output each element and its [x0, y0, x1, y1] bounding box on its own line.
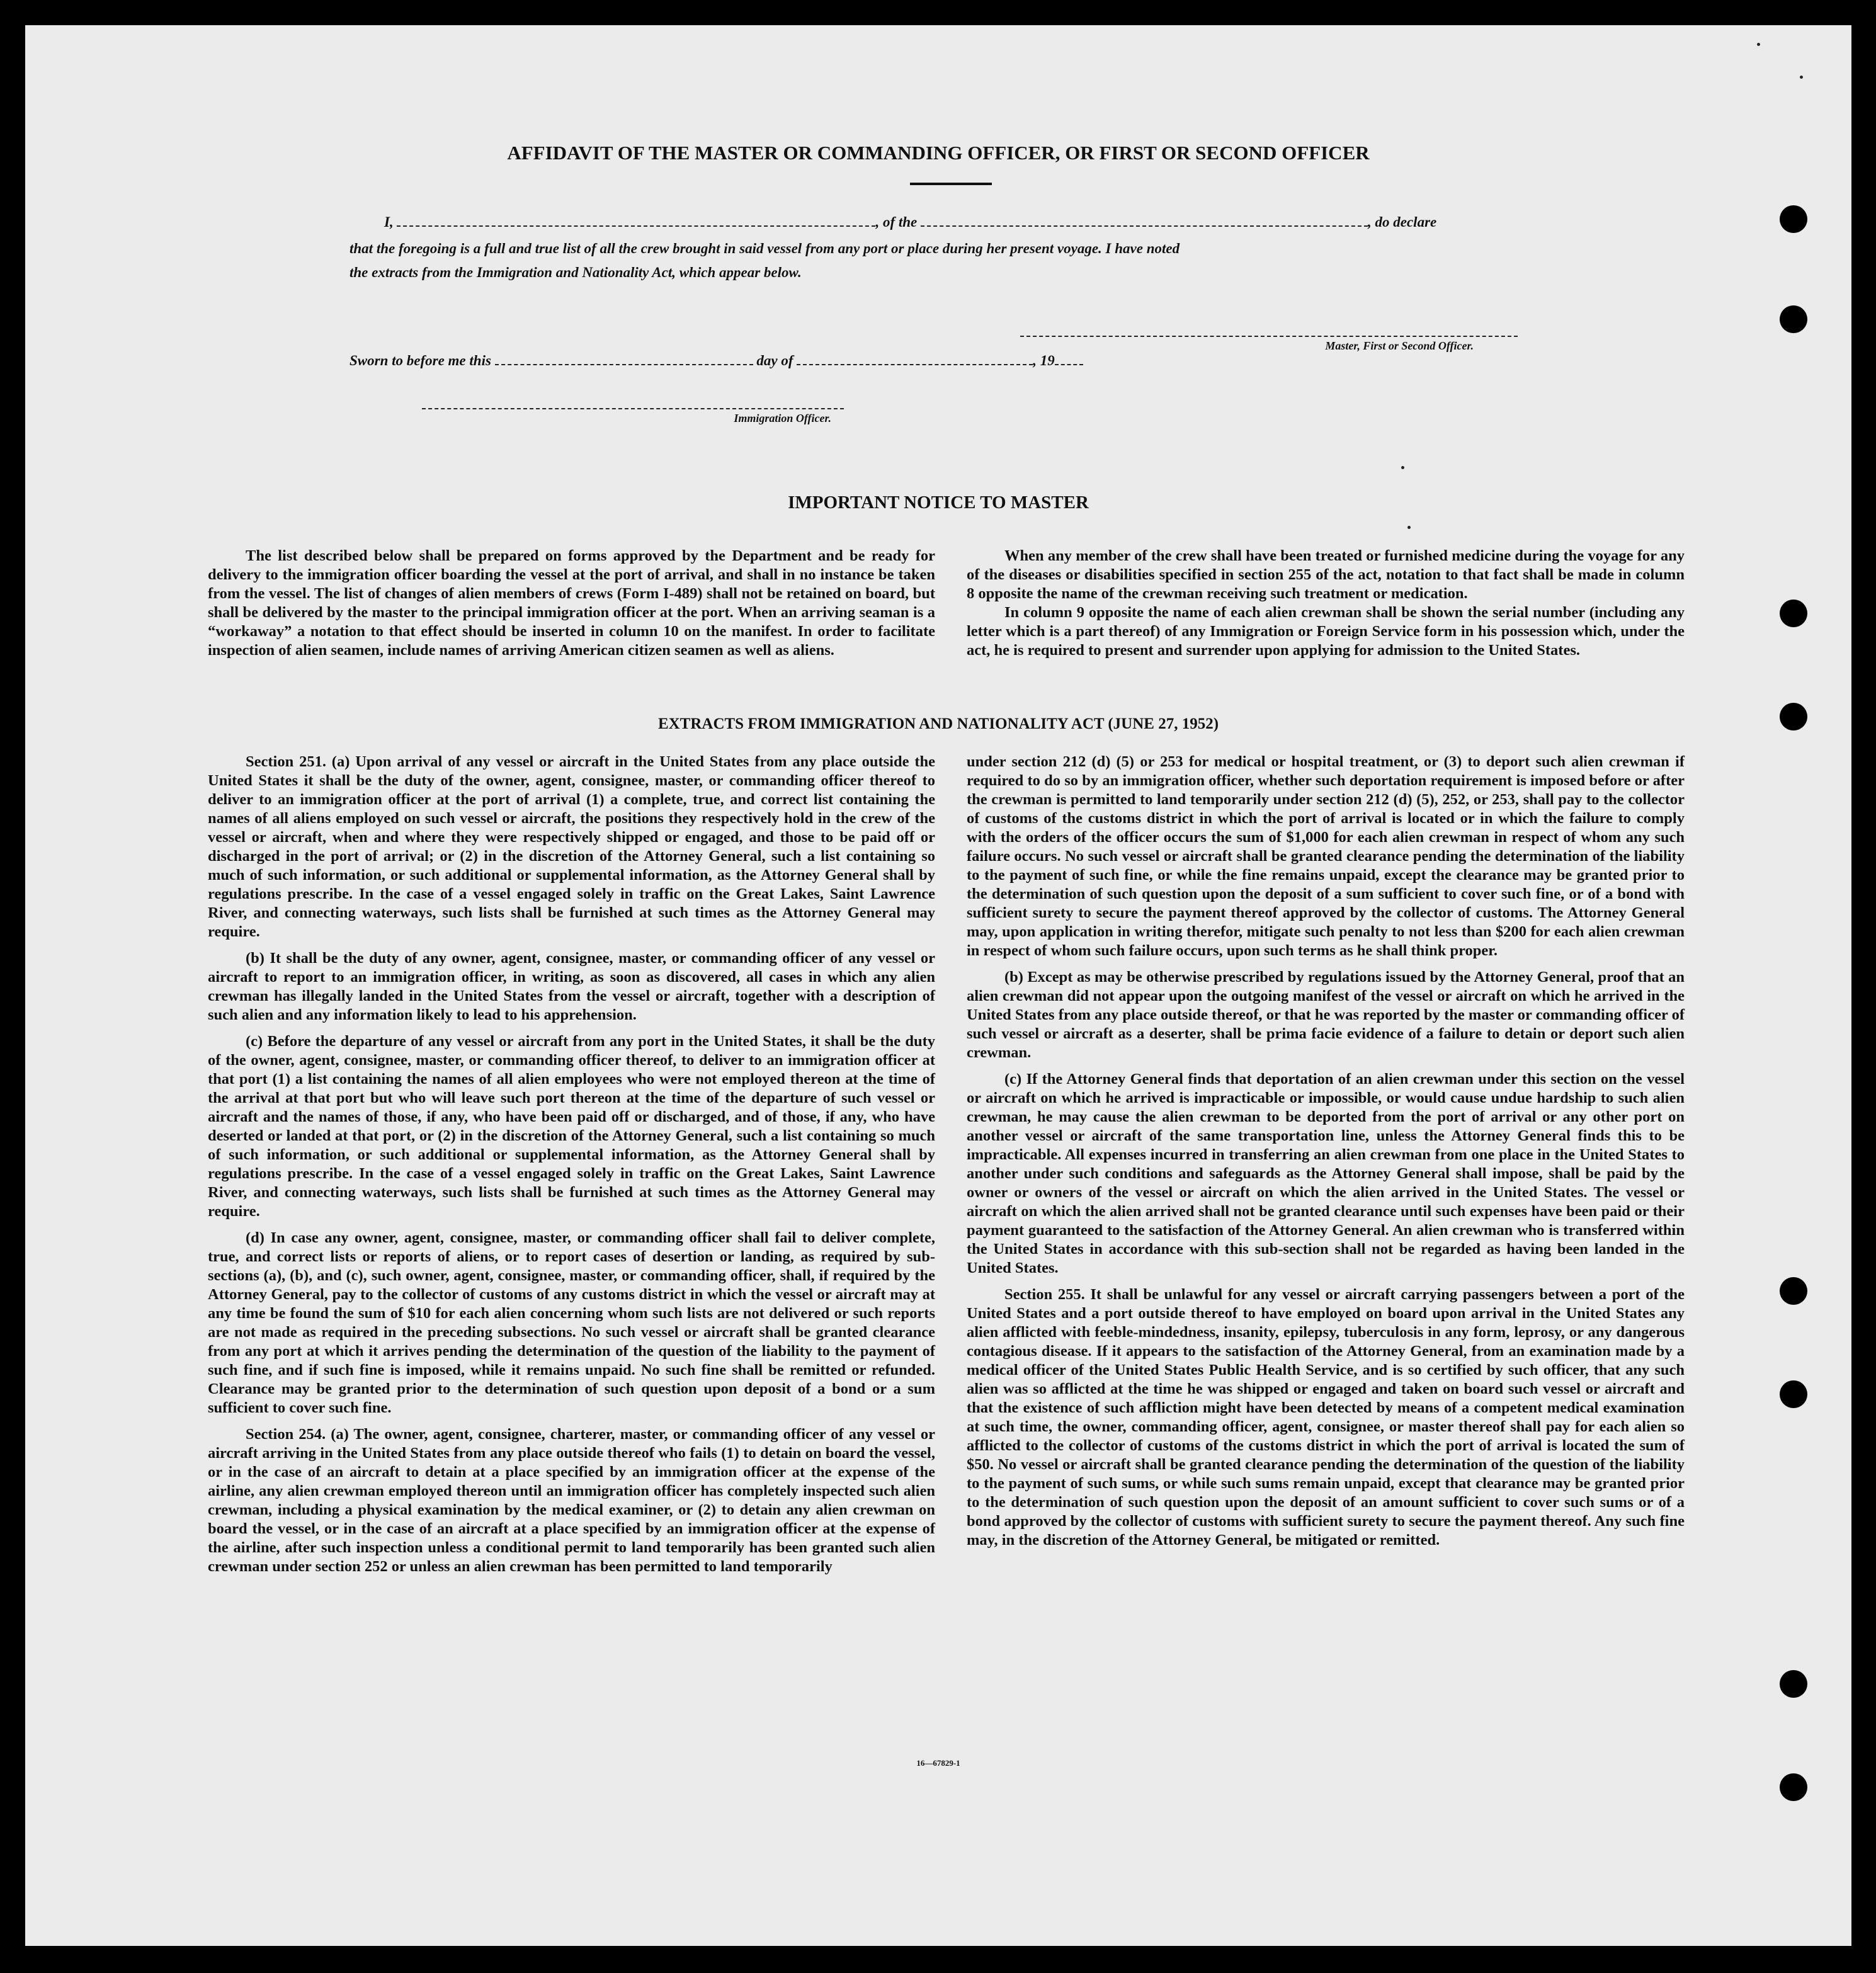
affidavit-line-3: the extracts from the Immigration and Nationality Act, which appear below.: [350, 264, 802, 280]
notice-title: IMPORTANT NOTICE TO MASTER: [788, 492, 1089, 513]
sworn-line: Sworn to before me this day of , 19: [350, 353, 1231, 369]
affidavit-line-2: that the foregoing is a full and true list of all the crew brought in said vessel from any port or place during her present voyage. I have noted: [350, 241, 1180, 256]
speck: [1800, 76, 1803, 79]
of-the-label: of the: [882, 214, 918, 230]
binder-hole: [1780, 305, 1807, 333]
day-of-label: day of: [756, 353, 793, 368]
officer-signature-line[interactable]: [422, 397, 844, 409]
speck: [1757, 43, 1760, 46]
vessel-blank[interactable]: [921, 214, 1368, 227]
binder-hole: [1780, 600, 1807, 627]
form-page: [25, 25, 1851, 1946]
affidavit-title: AFFIDAVIT OF THE MASTER OR COMMANDING OFFICER, OR FIRST OR SECOND OFFICER: [507, 142, 1370, 164]
sworn-label: Sworn to before me this: [350, 353, 491, 368]
extract-paragraph: (c) If the Attorney General finds that deportation of an alien crewman under this section on the vessel or aircraft on which he arrived is impracticable or impossible, or would cause undue hardship to such alien crewman, he may cause the alien crewman to be deported from the port of arrival or any other port on another vessel or aircraft of the same transportation line, unless the Attorney General finds this to be impracticable. All expenses incurred in transferring an alien crewman from one place in the United States to another under such conditions and safeguards as the Attorney General shall impose, shall be paid by the owner or owners of the vessel or aircraft on which the alien arrived in the United States. The vessel or aircraft on which the alien arrived shall not be granted clearance until such expenses have been paid or their payment guaranteed to the satisfaction of the Attorney General. An alien crewman who is transferred within the United States in accordance with this sub-section shall not be regarded as having been landed in the United States.: [967, 1071, 1685, 1276]
master-caption: Master, First or Second Officer.: [1325, 339, 1474, 352]
extract-paragraph: (d) In case any owner, agent, consignee, master, or commanding officer shall fail to deliver complete, true, and correct lists or reports of aliens, or to report cases of desertion or landing, as required by sub-sections (a), (b), and (c), such owner, agent, consignee, master, or commanding officer, shall, if required by the Attorney General, pay to the collector of customs of any customs district in which the vessel or aircraft may at any time be found the sum of $10 for each alien concerning whom such lists are not delivered or such reports are not made as required in the preceding subsections. No such vessel or aircraft shall be granted clearance from any port at which it arrives pending the determination of the question of the liability to the payment of such fine, and if such fine is imposed, while it remains unpaid. No such fine shall be remitted or refunded. Clearance may be granted prior to the determination of such question upon deposit of a bond or a sum sufficient to cover such fine.: [208, 1229, 935, 1416]
extracts-right-column: [967, 753, 1685, 1557]
officer-caption: Immigration Officer.: [734, 412, 831, 424]
master-signature-block: [1020, 324, 1518, 353]
extract-paragraph: Section 255. It shall be unlawful for any vessel or aircraft carrying passengers between a port of the United States and a port outside thereof to have employed on board upon arrival in the United States any alien afflicted with feeble-mindedness, insanity, epilepsy, tuberculosis in any form, leprosy, or any dangerous contagious disease. If it appears to the satisfaction of the Attorney General, from an examination made by a medical officer of the United States Public Health Service, and is so certified by such officer, that any such alien was so afflicted at the time he was shipped or engaged and taken on board such vessel or aircraft and that the existence of such affliction might have been detected by means of a competent medical examination at such time, the owner, commanding officer, agent, consignee, or master thereof shall pay for each alien so afflicted to the collector of customs of the customs district in which the port of arrival is located the sum of $50. No vessel or aircraft shall be granted clearance pending the determination of the question of the liability to the payment of such sums, or while such sums remain unpaid, except that clearance may be granted prior to the determination of such question upon the deposit of an amount sufficient to cover such sums or of a bond approved by the collector of customs with sufficient surety to secure the payment thereof. Any such fine may, in the discretion of the Attorney General, be mitigated or remitted.: [967, 1286, 1685, 1549]
binder-hole: [1780, 1773, 1807, 1801]
affidavit-line-1: I, , of the , do declare: [384, 214, 1437, 230]
extract-paragraph: (b) Except as may be otherwise prescribed by regulations issued by the Attorney General, proof that an alien crewman did not appear upon the outgoing manifest of the vessel or aircraft on which he arrived in the United States from any place outside thereof, or that he was reported by the master or commanding officer of such vessel or aircraft as a deserter, shall be prima facie evidence of a failure to detain or deport such alien crewman.: [967, 969, 1685, 1061]
extract-paragraph: (b) It shall be the duty of any owner, agent, consignee, master, or commanding officer of any vessel or aircraft to report to an immigration officer, in writing, as soon as discovered, all cases in which any alien crewman has illegally landed in the United States from the vessel or aircraft, together with a description of such alien and any information likely to lead to his apprehension.: [208, 950, 935, 1023]
master-signature-line[interactable]: [1020, 324, 1518, 337]
binder-hole: [1780, 1380, 1807, 1408]
binder-hole: [1780, 703, 1807, 731]
year-blank[interactable]: [1055, 353, 1083, 365]
do-declare-label: do declare: [1375, 214, 1437, 230]
binder-hole: [1780, 1277, 1807, 1305]
notice-left-paragraph: The list described below shall be prepared on forms approved by the Department and be ready for delivery to the immigration officer boarding the vessel at the port of arrival, and shall in no instance be taken from the vessel. The list of changes of alien members of crews (Form I-489) shall not be retained on board, but shall be delivered by the master to the principal immigration officer at the port. When an arriving seaman is a “workaway” a notation to that effect should be inserted in column 10 on the manifest. In order to facilitate inspection of alien seamen, include names of arriving American citizen seamen as well as aliens.: [208, 547, 935, 659]
extracts-left-column: [208, 753, 935, 1584]
binder-hole: [1780, 1670, 1807, 1698]
sworn-day-blank[interactable]: [495, 353, 753, 365]
extract-paragraph: under section 212 (d) (5) or 253 for medical or hospital treatment, or (3) to deport such alien crewman if required to do so by an immigration officer, whether such deportation requirement is imposed before or after the crewman is permitted to land temporarily under section 212 (d) (5), 252, or 253, shall pay to the collector of customs of the customs district in which the port of arrival is located or in which the failure to comply with the orders of the officer occurs the sum of $1,000 for each alien crewman in respect of whom any such failure occurs. No such vessel or aircraft shall be granted clearance pending the determination of the liability to the payment of such fine, or while the fine remains unpaid, except the clearance may be granted prior to the determination of such question upon the deposit of a sum sufficient to cover such fine, or of a bond with sufficient surety to secure the payment thereof approved by the collector of customs. The Attorney General may, upon application in writing therefor, mitigate such penalty to not less than $200 for each alien crewman in respect of whom such failure occurs, upon such terms as he shall think proper.: [967, 753, 1685, 959]
i-label: I,: [384, 214, 394, 230]
sworn-month-blank[interactable]: [797, 353, 1033, 365]
speck: [1407, 526, 1411, 529]
speck: [1401, 466, 1404, 469]
notice-right-paragraph-1: When any member of the crew shall have been treated or furnished medicine during the voyage for any of the diseases or disabilities specified in section 255 of the act, notation to that fact shall be made in column 8 opposite the name of the crewman receiving such treatment or medication.: [967, 547, 1685, 602]
notice-right-column: [967, 547, 1685, 668]
extract-paragraph: Section 251. (a) Upon arrival of any vessel or aircraft in the United States from any place outside the United States it shall be the duty of the owner, agent, consignee, master, or commanding officer thereof to deliver to an immigration officer at the port of arrival (1) a complete, true, and correct list containing the names of all aliens employed on such vessel or aircraft, the positions they respectively hold in the crew of the vessel or aircraft, when and where they were respectively shipped or engaged, and those to be paid off or discharged in the port of arrival; or (2) in the discretion of the Attorney General, such a list containing so much of such information, or such additional or supplemental information, as the Attorney General shall by regulations prescribe. In the case of a vessel engaged solely in traffic on the Great Lakes, Saint Lawrence River, and connecting waterways, such lists shall be furnished at such times as the Attorney General may require.: [208, 753, 935, 940]
extracts-title: EXTRACTS FROM IMMIGRATION AND NATIONALITY ACT (JUNE 27, 1952): [657, 715, 1219, 732]
notice-right-paragraph-2: In column 9 opposite the name of each alien crewman shall be shown the serial number (including any letter which is a part thereof) of any Immigration or Foreign Service form in his possession which, under the act, he is required to present and surrender upon applying for admission to the United States.: [967, 604, 1685, 659]
year-label: 19: [1040, 353, 1055, 368]
extract-paragraph: Section 254. (a) The owner, agent, consignee, charterer, master, or commanding officer of any vessel or aircraft arriving in the United States from any place outside thereof who fails (1) to detain on board the vessel, or in the case of an aircraft to detain at a place specified by an immigration officer at the expense of the airline, any alien crewman employed thereon until an immigration officer has completely inspected such alien crewman, including a physical examination by the medical examiner, or (2) to detain any alien crewman on board the vessel, or in the case of an aircraft at a place specified by an immigration officer at the expense of the airline, after such inspection unless a conditional permit to land temporarily has been granted such alien crewman under section 252 or unless an alien crewman has been permitted to land temporarily: [208, 1426, 935, 1575]
name-blank[interactable]: [397, 214, 875, 227]
title-rule: [910, 183, 992, 185]
form-code: 16—67829-1: [916, 1758, 960, 1768]
officer-signature-block: [422, 397, 844, 425]
binder-hole: [1780, 205, 1807, 233]
notice-left-column: [208, 547, 935, 668]
extract-paragraph: (c) Before the departure of any vessel or aircraft from any port in the United States, it shall be the duty of the owner, agent, consignee, master, or commanding officer thereof, to deliver to an immigration officer at that port (1) a list containing the names of all alien employees who were not employed thereon at the time of the arrival at that port but who will leave such port thereon at the time of the departure of such vessel or aircraft and the names of those, if any, who have been paid off or discharged, and of those, if any, who have deserted or landed at that port, or (2) in the discretion of the Attorney General, such a list containing so much of such information, or such additional or supplemental information, as the Attorney General shall by regulations prescribe. In the case of a vessel engaged solely in traffic on the Great Lakes, Saint Lawrence River, and connecting waterways, such lists shall be furnished at such times as the Attorney General may require.: [208, 1033, 935, 1220]
